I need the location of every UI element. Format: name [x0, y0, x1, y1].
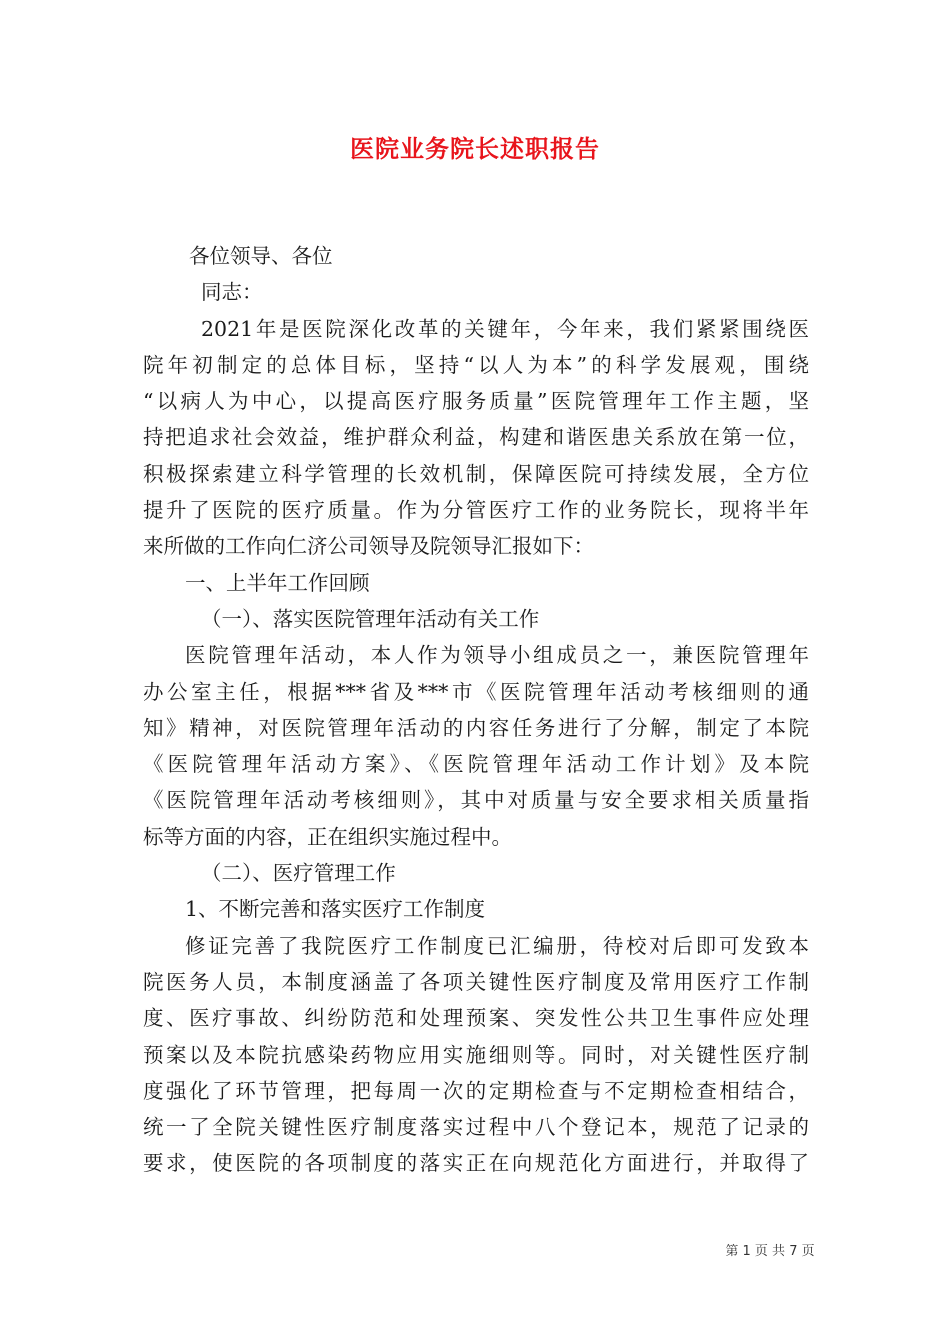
text-line: 办公室主任，根据***省及***市《医院管理年活动考核细则的通 [143, 679, 809, 704]
text-line: 2021年是医院深化改革的关键年，今年来，我们紧紧围绕医 [201, 316, 809, 341]
text-line: 来所做的工作向仁济公司领导及院领导汇报如下： [143, 534, 594, 559]
text-line: 各位领导、各位 [189, 244, 333, 268]
text-line: 院年初制定的总体目标，坚持“以人为本”的科学发展观，围绕 [143, 352, 809, 377]
text-line: 提升了医院的医疗质量。作为分管医疗工作的业务院长，现将半年 [143, 498, 809, 523]
text-line: 度强化了环节管理，把每周一次的定期检查与不定期检查相结合， [143, 1078, 809, 1103]
text-line: 同志： [201, 280, 263, 305]
text-line: 院医务人员，本制度涵盖了各项关键性医疗制度及常用医疗工作制 [143, 969, 809, 994]
document-title: 医院业务院长述职报告 [350, 135, 600, 163]
text-line: 度、医疗事故、纠纷防范和处理预案、突发性公共卫生事件应处理 [143, 1006, 809, 1031]
text-line: 要求，使医院的各项制度的落实正在向规范化方面进行，并取得了 [143, 1151, 809, 1176]
text-line: 标等方面的内容，正在组织实施过程中。 [143, 824, 512, 849]
text-line: 一、上半年工作回顾 [185, 570, 370, 595]
text-line: 修证完善了我院医疗工作制度已汇编册，待校对后即可发致本 [185, 933, 809, 958]
page-number: 第 1 页 共 7 页 [725, 1244, 815, 1259]
text-line: “以病人为中心，以提高医疗服务质量”医院管理年工作主题，坚 [143, 389, 809, 414]
text-line: 医院管理年活动，本人作为领导小组成员之一，兼医院管理年 [185, 643, 809, 668]
text-line: 预案以及本院抗感染药物应用实施细则等。同时，对关键性医疗制 [143, 1042, 809, 1067]
text-line: 《医院管理年活动方案》、《医院管理年活动工作计划》及本院 [143, 752, 809, 777]
text-line: 1、不断完善和落实医疗工作制度 [185, 897, 486, 922]
document-body [143, 238, 809, 1182]
text-line: （二）、医疗管理工作 [201, 861, 396, 886]
text-line: 《医院管理年活动考核细则》，其中对质量与安全要求相关质量指 [143, 788, 809, 813]
text-line: （一）、落实医院管理年活动有关工作 [201, 606, 540, 631]
text-line: 积极探索建立科学管理的长效机制，保障医院可持续发展，全方位 [143, 461, 809, 486]
text-line: 知》精神，对医院管理年活动的内容任务进行了分解，制定了本院 [143, 715, 809, 740]
text-line: 统一了全院关键性医疗制度落实过程中八个登记本，规范了记录的 [143, 1115, 809, 1140]
text-line: 持把追求社会效益，维护群众利益，构建和谐医患关系放在第一位， [143, 425, 809, 450]
